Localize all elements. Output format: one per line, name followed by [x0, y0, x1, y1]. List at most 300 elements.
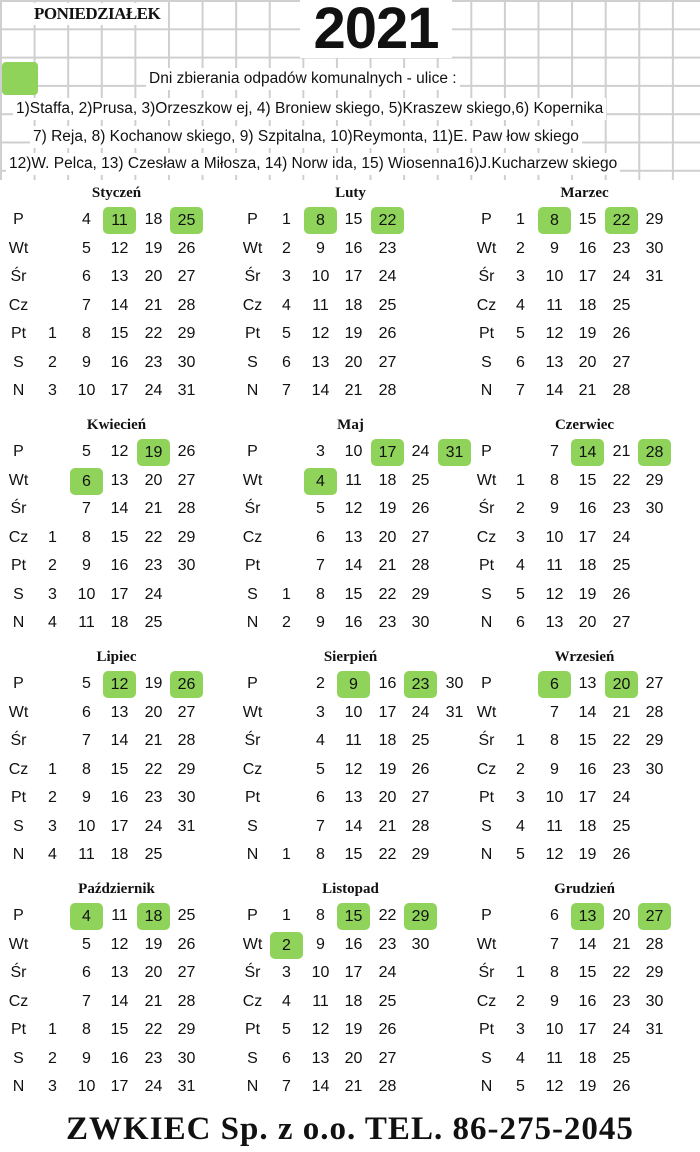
day-cell: 19: [344, 1021, 363, 1038]
weekday-label: Wt: [8, 703, 29, 721]
day-cell: 5: [82, 675, 91, 692]
day-cell: 4: [516, 296, 525, 314]
day-cell: 20: [612, 907, 631, 924]
day-cell: 20: [344, 353, 363, 371]
day-cell: 5: [82, 239, 91, 257]
day-cell: 15: [578, 211, 597, 228]
day-cell: 19: [578, 325, 597, 342]
day-cell: 13: [545, 614, 564, 631]
week-row: [234, 670, 467, 699]
month-title: Kwiecień: [86, 417, 147, 433]
day-cell: 11: [546, 296, 563, 314]
day-cell: 11: [78, 846, 95, 863]
day-cell: 10: [77, 585, 96, 603]
day-cell: 10: [77, 817, 96, 835]
week-row: [468, 377, 700, 406]
day-cell: 22: [144, 528, 163, 546]
weekday-label: S: [247, 353, 258, 371]
week-row: [0, 467, 233, 496]
weekday-label: Cz: [476, 528, 497, 546]
collection-day-cell: 11: [103, 207, 136, 234]
weekday-label: Pt: [478, 325, 495, 342]
day-cell: 28: [645, 703, 664, 721]
weekday-label: Śr: [244, 268, 261, 285]
day-cell: 24: [378, 268, 397, 285]
day-cell: 3: [282, 268, 291, 285]
day-cell: 26: [612, 585, 631, 603]
weekday-label: Cz: [242, 760, 263, 778]
weekday-label: P: [13, 675, 24, 692]
weekday-label: P: [13, 443, 24, 460]
day-cell: 18: [578, 557, 597, 574]
day-cell: 7: [550, 703, 559, 721]
day-cell: 25: [411, 471, 430, 489]
weekday-label: S: [481, 585, 492, 603]
day-cell: 4: [516, 817, 525, 835]
day-cell: 24: [612, 1021, 631, 1038]
day-cell: 1: [282, 211, 291, 228]
day-cell: 27: [378, 1049, 397, 1067]
day-cell: 18: [578, 817, 597, 835]
week-row: [468, 670, 700, 699]
day-cell: 17: [344, 268, 363, 285]
week-row: [468, 263, 700, 292]
day-cell: 12: [311, 1021, 330, 1038]
week-row: [0, 1045, 233, 1074]
month-title: Styczeń: [91, 185, 142, 201]
day-cell: 8: [82, 760, 91, 778]
day-cell: 1: [516, 732, 525, 749]
day-cell: 15: [110, 325, 129, 342]
day-cell: 16: [578, 760, 597, 778]
day-cell: 4: [282, 296, 291, 314]
weekday-label: Śr: [478, 268, 495, 285]
day-cell: 22: [144, 325, 163, 342]
day-cell: 9: [550, 760, 559, 778]
weekday-label: Pt: [10, 557, 27, 574]
day-cell: 13: [344, 528, 363, 546]
weekday-label: S: [481, 1049, 492, 1067]
weekday-label: Śr: [478, 500, 495, 517]
day-cell: 2: [282, 239, 291, 257]
day-cell: 3: [48, 382, 57, 399]
collection-day-cell: 6: [70, 468, 103, 495]
day-cell: 7: [550, 443, 559, 460]
weekday-label: N: [246, 846, 259, 863]
day-cell: 20: [144, 471, 163, 489]
day-cell: 6: [82, 964, 91, 981]
day-cell: 14: [344, 557, 363, 574]
day-cell: 2: [48, 557, 57, 574]
day-cell: 1: [282, 846, 291, 863]
week-row: [234, 552, 467, 581]
week-row: [0, 988, 233, 1017]
weekday-label: Śr: [10, 500, 27, 517]
week-row: [468, 931, 700, 960]
week-row: [234, 495, 467, 524]
day-cell: 5: [516, 846, 525, 863]
day-cell: 19: [378, 500, 397, 517]
weekday-label: Wt: [476, 935, 497, 953]
week-row: [0, 931, 233, 960]
day-cell: 14: [311, 1078, 330, 1095]
day-cell: 22: [378, 907, 397, 924]
week-row: [234, 1016, 467, 1045]
collection-day-cell: 23: [404, 671, 437, 698]
day-cell: 3: [516, 1021, 525, 1038]
collection-day-cell: 9: [337, 671, 370, 698]
day-cell: 23: [612, 500, 631, 517]
weekday-label: N: [12, 1078, 25, 1095]
day-cell: 14: [578, 703, 597, 721]
day-cell: 18: [110, 614, 129, 631]
week-row: [234, 377, 467, 406]
weekday-label: P: [247, 907, 258, 924]
day-cell: 22: [612, 964, 631, 981]
collection-day-cell: 14: [571, 439, 604, 466]
day-cell: 2: [48, 1049, 57, 1067]
day-cell: 28: [411, 557, 430, 574]
collection-day-cell: 31: [438, 439, 471, 466]
day-cell: 9: [82, 557, 91, 574]
day-cell: 4: [48, 614, 57, 631]
day-cell: 22: [378, 585, 397, 603]
day-cell: 12: [110, 935, 129, 953]
weekday-label: Cz: [8, 992, 29, 1010]
day-cell: 5: [82, 935, 91, 953]
legend-color-swatch: [2, 62, 38, 95]
day-cell: 20: [144, 964, 163, 981]
week-row: [0, 552, 233, 581]
month-block: [234, 876, 467, 1108]
day-cell: 26: [378, 325, 397, 342]
day-cell: 19: [378, 760, 397, 778]
week-row: [234, 727, 467, 756]
collection-day-cell: 4: [70, 903, 103, 930]
day-cell: 7: [82, 732, 91, 749]
week-row: [234, 813, 467, 842]
day-cell: 1: [516, 471, 525, 489]
week-row: [468, 349, 700, 378]
weekday-label: S: [247, 585, 258, 603]
weekday-label: N: [246, 614, 259, 631]
day-cell: 19: [578, 585, 597, 603]
week-row: [0, 699, 233, 728]
day-cell: 24: [144, 1078, 163, 1095]
week-row: [468, 495, 700, 524]
day-cell: 18: [144, 211, 163, 228]
day-cell: 27: [177, 471, 196, 489]
day-cell: 26: [612, 846, 631, 863]
weekday-label: Wt: [476, 239, 497, 257]
week-row: [468, 438, 700, 467]
weekday-label: Wt: [476, 471, 497, 489]
day-cell: 17: [344, 964, 363, 981]
day-cell: 14: [110, 296, 129, 314]
weekday-label: Cz: [242, 992, 263, 1010]
weekday-label: Cz: [8, 760, 29, 778]
footer: [0, 1106, 700, 1152]
day-cell: 8: [82, 528, 91, 546]
day-cell: 13: [578, 675, 597, 692]
day-cell: 16: [110, 353, 129, 371]
week-row: [234, 988, 467, 1017]
week-row: [468, 1045, 700, 1074]
week-row: [0, 727, 233, 756]
day-cell: 7: [316, 557, 325, 574]
week-row: [0, 959, 233, 988]
week-row: [234, 581, 467, 610]
week-row: [234, 959, 467, 988]
weekday-label: P: [247, 675, 258, 692]
day-cell: 3: [516, 268, 525, 285]
day-cell: 3: [316, 443, 325, 460]
weekday-label: Pt: [244, 557, 261, 574]
day-cell: 25: [177, 907, 196, 924]
month-block: [0, 180, 233, 412]
day-cell: 27: [612, 614, 631, 631]
day-cell: 4: [282, 992, 291, 1010]
day-cell: 11: [345, 471, 362, 489]
day-cell: 23: [378, 614, 397, 631]
week-row: [234, 756, 467, 785]
day-cell: 19: [144, 675, 163, 692]
day-cell: 17: [110, 1078, 129, 1095]
week-row: [234, 320, 467, 349]
weekday-label: Wt: [8, 471, 29, 489]
day-cell: 25: [378, 296, 397, 314]
day-cell: 26: [177, 935, 196, 953]
weekday-title: PONIEDZIAŁEK: [34, 4, 161, 23]
week-row: [0, 524, 233, 553]
day-cell: 24: [378, 964, 397, 981]
day-cell: 21: [144, 500, 163, 517]
weekday-label: P: [13, 907, 24, 924]
month-block: [234, 644, 467, 876]
day-cell: 26: [612, 325, 631, 342]
day-cell: 8: [82, 325, 91, 342]
day-cell: 10: [545, 268, 564, 285]
day-cell: 8: [316, 846, 325, 863]
day-cell: 27: [411, 789, 430, 806]
day-cell: 7: [82, 500, 91, 517]
day-cell: 3: [282, 964, 291, 981]
day-cell: 22: [144, 760, 163, 778]
week-row: [0, 902, 233, 931]
month-title: Luty: [335, 185, 366, 201]
day-cell: 20: [578, 353, 597, 371]
day-cell: 21: [612, 935, 631, 953]
day-cell: 28: [411, 817, 430, 835]
day-cell: 1: [48, 1021, 57, 1038]
day-cell: 24: [612, 268, 631, 285]
day-cell: 13: [110, 268, 129, 285]
week-row: [0, 263, 233, 292]
day-cell: 6: [282, 353, 291, 371]
footer-contact: ZWKIEC Sp. z o.o. TEL. 86-275-2045: [66, 1110, 634, 1147]
weekday-label: S: [481, 817, 492, 835]
day-cell: 9: [550, 239, 559, 257]
collection-day-cell: 2: [270, 932, 303, 959]
collection-day-cell: 8: [304, 207, 337, 234]
month-block: [468, 412, 700, 644]
day-cell: 4: [516, 1049, 525, 1067]
weekday-label: N: [480, 1078, 493, 1095]
day-cell: 6: [282, 1049, 291, 1067]
day-cell: 16: [578, 239, 597, 257]
day-cell: 5: [516, 585, 525, 603]
day-cell: 8: [82, 1021, 91, 1038]
collection-day-cell: 28: [638, 439, 671, 466]
day-cell: 22: [612, 732, 631, 749]
day-cell: 10: [344, 443, 363, 460]
day-cell: 21: [612, 703, 631, 721]
day-cell: 23: [378, 935, 397, 953]
day-cell: 4: [48, 846, 57, 863]
collection-day-cell: 20: [605, 671, 638, 698]
day-cell: 28: [378, 1078, 397, 1095]
day-cell: 10: [545, 789, 564, 806]
day-cell: 31: [177, 382, 196, 399]
weekday-label: Pt: [244, 325, 261, 342]
week-row: [234, 902, 467, 931]
week-row: [468, 1073, 700, 1102]
week-row: [0, 670, 233, 699]
day-cell: 6: [82, 268, 91, 285]
day-cell: 16: [578, 992, 597, 1010]
month-title: Październik: [78, 881, 155, 897]
day-cell: 14: [545, 382, 564, 399]
week-row: [234, 235, 467, 264]
day-cell: 11: [312, 992, 329, 1010]
week-row: [468, 320, 700, 349]
day-cell: 15: [110, 760, 129, 778]
day-cell: 13: [545, 353, 564, 371]
month-block: [468, 876, 700, 1108]
week-row: [234, 263, 467, 292]
collection-day-cell: 6: [538, 671, 571, 698]
day-cell: 28: [177, 992, 196, 1010]
day-cell: 14: [344, 817, 363, 835]
day-cell: 27: [177, 964, 196, 981]
day-cell: 29: [645, 471, 664, 489]
day-cell: 12: [545, 846, 564, 863]
collection-day-cell: 26: [170, 671, 203, 698]
day-cell: 20: [344, 1049, 363, 1067]
day-cell: 8: [550, 471, 559, 489]
day-cell: 6: [316, 789, 325, 806]
day-cell: 12: [110, 239, 129, 257]
day-cell: 26: [411, 760, 430, 778]
day-cell: 9: [82, 789, 91, 806]
day-cell: 5: [316, 760, 325, 778]
weekday-label: S: [13, 1049, 24, 1067]
week-row: [468, 206, 700, 235]
weekday-label: Wt: [242, 471, 263, 489]
day-cell: 13: [110, 964, 129, 981]
week-row: [468, 756, 700, 785]
day-cell: 20: [144, 703, 163, 721]
day-cell: 6: [316, 528, 325, 546]
week-row: [234, 292, 467, 321]
month-title: Maj: [337, 417, 364, 433]
collection-day-cell: 29: [404, 903, 437, 930]
day-cell: 30: [645, 500, 664, 517]
day-cell: 8: [316, 907, 325, 924]
day-cell: 25: [612, 817, 631, 835]
day-cell: 5: [516, 325, 525, 342]
weekday-label: Śr: [10, 964, 27, 981]
week-row: [234, 931, 467, 960]
month-title: Grudzień: [554, 881, 615, 897]
day-cell: 10: [77, 382, 96, 399]
day-cell: 25: [144, 614, 163, 631]
month-block: [468, 180, 700, 412]
day-cell: 17: [110, 382, 129, 399]
week-row: [468, 552, 700, 581]
day-cell: 6: [82, 703, 91, 721]
week-row: [234, 467, 467, 496]
week-row: [0, 813, 233, 842]
day-cell: 24: [411, 703, 430, 721]
weekday-label: Wt: [8, 239, 29, 257]
day-cell: 29: [177, 528, 196, 546]
day-cell: 21: [144, 296, 163, 314]
day-cell: 17: [578, 528, 597, 546]
weekday-label: Pt: [478, 1021, 495, 1038]
day-cell: 24: [612, 789, 631, 806]
week-row: [0, 438, 233, 467]
day-cell: 8: [550, 964, 559, 981]
day-cell: 16: [344, 239, 363, 257]
day-cell: 27: [411, 528, 430, 546]
day-cell: 9: [316, 239, 325, 257]
day-cell: 15: [110, 528, 129, 546]
day-cell: 15: [344, 846, 363, 863]
weekday-label: Cz: [242, 528, 263, 546]
day-cell: 9: [550, 500, 559, 517]
day-cell: 30: [645, 760, 664, 778]
day-cell: 26: [177, 443, 196, 460]
day-cell: 18: [378, 732, 397, 749]
day-cell: 25: [411, 732, 430, 749]
day-cell: 16: [344, 935, 363, 953]
day-cell: 15: [344, 585, 363, 603]
day-cell: 25: [612, 1049, 631, 1067]
weekday-label: Cz: [476, 296, 497, 314]
day-cell: 18: [344, 992, 363, 1010]
weekday-label: Wt: [8, 935, 29, 953]
day-cell: 19: [144, 935, 163, 953]
weekday-label: Pt: [244, 789, 261, 806]
weekday-label: Cz: [476, 992, 497, 1010]
day-cell: 17: [110, 585, 129, 603]
day-cell: 14: [110, 500, 129, 517]
day-cell: 23: [144, 353, 163, 371]
week-row: [0, 756, 233, 785]
collection-day-cell: 25: [170, 207, 203, 234]
day-cell: 19: [144, 239, 163, 257]
day-cell: 10: [311, 964, 330, 981]
day-cell: 25: [612, 557, 631, 574]
day-cell: 13: [110, 703, 129, 721]
week-row: [234, 784, 467, 813]
week-row: [234, 524, 467, 553]
week-row: [0, 841, 233, 870]
day-cell: 1: [516, 211, 525, 228]
legend-text: Dni zbierania odpadów komunalnych - ulice :: [146, 68, 460, 90]
month-title: Sierpień: [323, 649, 378, 665]
